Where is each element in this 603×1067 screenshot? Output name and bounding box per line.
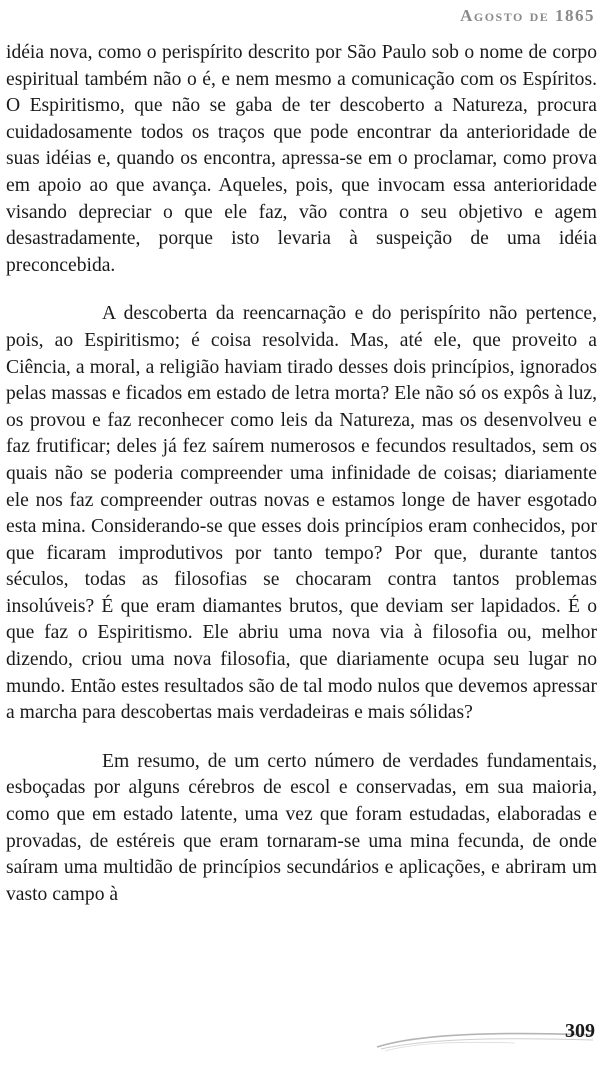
footer-swoosh-ornament: [375, 1013, 595, 1053]
page-number: 309: [565, 1020, 595, 1042]
paragraph-3: Em resumo, de um certo número de verdades fundamentais, esboçadas por alguns cérebros de escol e conservadas, em sua maioria, como que em estado latente, uma vez que foram estudadas, elaboradas e provadas, de estéreis que eram tornaram-se uma mina fecunda, de onde saíram uma multidão de princípios secundários e aplicações, e abriram um vasto campo à: [6, 750, 597, 905]
page-body: [6, 40, 597, 930]
paragraph-2: A descoberta da reencarnação e do perispírito não pertence, pois, ao Espiritismo; é coisa resolvida. Mas, até ele, que proveito a Ciência, a moral, a religião haviam tirado desses dois princípios, ignorados pelas massas e ficados em estado de letra morta? Ele não só os expôs à luz, os provou e faz reconhecer como leis da Natureza, mas os desenvolveu e faz frutificar; deles já fez saírem numerosos e fecundos resultados, sem os quais não se poderia compreender uma infinidade de coisas; diariamente ele nos faz compreender outras novas e estamos longe de haver esgotado esta mina. Considerando-se que esses dois princípios eram conhecidos, por que ficaram improdutivos por tanto tempo? Por que, durante tantos séculos, todas as filosofias se chocaram contra tantos problemas insolúveis? É que eram diamantes brutos, que deviam ser lapidados. É o que faz o Espiritismo. Ele abriu uma nova via à filosofia ou, melhor dizendo, criou uma nova filosofia, que diariamente ocupa seu lugar no mundo. Então estes resultados são de tal modo nulos que devemos apressar a marcha para descobertas mais verdadeiras e mais sólidas?: [6, 303, 597, 724]
running-header: Agosto de 1865: [460, 6, 595, 25]
page-footer: [375, 1013, 595, 1053]
paragraph-1: idéia nova, como o perispírito descrito por São Paulo sob o nome de corpo espiritual também não o é, e nem mesmo a comunicação com os Espíritos. O Espiritismo, que não se gaba de ter descoberto a Natureza, procura cuidadosamente todos os traços que pode encontrar da anterioridade de suas idéias e, quando os encontra, apressa-se em o proclamar, como prova em apoio ao que avança. Aqueles, pois, que invocam essa anterioridade visando depreciar o que ele faz, vão contra o seu objetivo e agem desastradamente, porque isto levaria à suspeição de uma idéia preconcebida.: [6, 42, 597, 276]
